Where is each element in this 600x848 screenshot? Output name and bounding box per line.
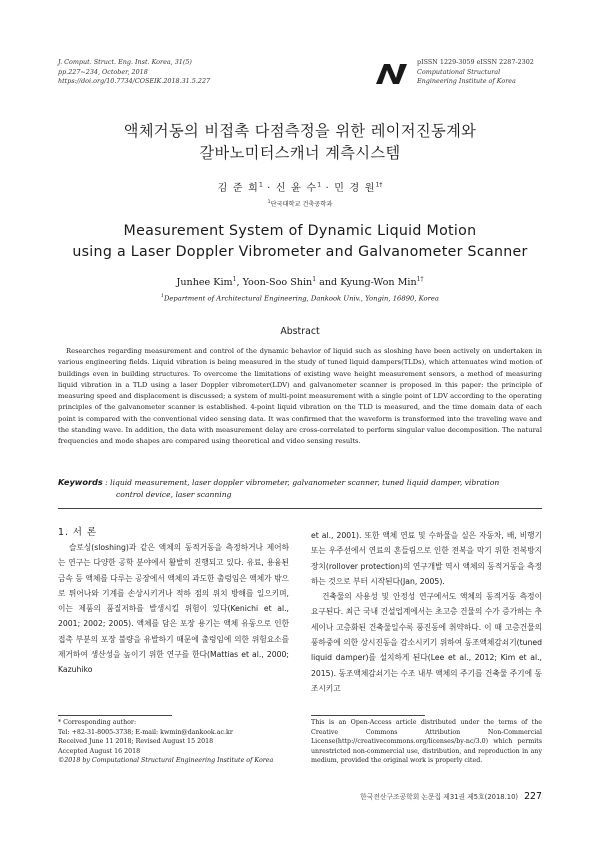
author-en-1-sup: 1 (232, 276, 237, 283)
author-ko-2-sup: 1 (317, 181, 322, 189)
page-footer (300, 791, 542, 802)
institute-line-2: Engineering Institute of Korea (417, 77, 516, 86)
author-ko-sep-2: · (321, 183, 335, 194)
body-column-right (311, 528, 542, 696)
title-en-line-2: using a Laser Doppler Vibrometer and Galvanometer Scanner (72, 244, 528, 260)
author-en-sep-1: , (236, 277, 243, 289)
author-en-2-sup: 1 (312, 276, 317, 283)
right-paragraph-1: et al., 2001). 또한 액체 연료 및 수하물을 실은 자동차, 배, 비행기 또는 우주선에서 연료의 흔들림으로 인한 전복을 막기 위한 전복방지장치(rollover protection)의 연구개발 역시 액체의 동적거동을 측정하는 것으로 부터 시작된다(Jan, 2005). (311, 531, 542, 586)
author-en-1: Junhee Kim (176, 277, 233, 289)
title-en-line-1: Measurement System of Dynamic Liquid Motion (123, 223, 477, 239)
footnote-accepted: Accepted August 16 2018 (58, 747, 141, 755)
paper-title-english (0, 221, 600, 263)
left-paragraph-1: 슬로싱(sloshing)과 같은 액체의 동적거동을 측정하거나 제어하는 연구는 다양한 공학 분야에서 활발히 진행되고 있다. 유료, 용융된 금속 등 액체를 다루는 공장에서 액체의 과도한 출렁임은 액체가 밖으로 튀어나와 기계를 손상시키거나 적하 점의 위치 방해를 일으키며, 이는 제품의 품질저하를 발생시킬 위험이 있다(Kenichi et al., 2001; 2002; 2005). 액체를 담은 포장 용기는 액체 유동으로 인한 접촉 부분의 포장 불량을 유발하기 때문에 출렁임에 의한 위험요소를 제거하여 생산성을 높이기 위한 연구를 한다(Mattias et al., 2000; Kazuhiko (58, 543, 289, 675)
footer-journal: 한국전산구조공학회 논문집 제31권 제5호(2018.10) (360, 793, 519, 801)
author-ko-3-sup: 1† (375, 181, 383, 189)
footnote-received: Received June 11 2018; Revised August 15 2018 (58, 738, 214, 746)
citation-line-1: J. Comput. Struct. Eng. Inst. Korea, 31(5) (58, 58, 192, 66)
author-en-3-sup: 1† (416, 276, 424, 283)
author-en-sep-2: and (316, 277, 341, 289)
journal-issn-block (417, 58, 534, 87)
authors-korean (0, 179, 600, 194)
author-ko-2: 신 윤 수 (275, 183, 318, 194)
author-ko-sep-1: · (262, 183, 276, 194)
footnote-rule-right (311, 715, 425, 716)
author-en-2: Yoon-Soo Shin (242, 277, 313, 289)
keywords-line-2: control device, laser scanning (116, 489, 232, 499)
author-ko-1: 김 준 희 (217, 183, 259, 194)
keywords-block (58, 477, 542, 500)
right-paragraph-2: 건축물의 사용성 및 안정성 연구에서도 액체의 동적거동 측정이 요구된다. 최근 국내 건설업계에서는 초고층 건물의 수가 증가하는 추세이나 고층화된 건축물일수록 풍진동에 취약하다. 이 때 고층건물의 풍하중에 의한 상시진동을 감소시키기 위하여 동조액체감쇠기(tuned liquid damper)를 설치하게 된다(Lee et al., 2012; Kim et al., 2015). 동조액체감쇠기는 수조 내부 액체의 주기를 건축물 주기에 동조시키고 (311, 592, 542, 693)
issn-line: pISSN 1229-3059 eISSN 2287-2302 (417, 58, 534, 66)
journal-citation (58, 58, 210, 87)
paper-title-korean (0, 120, 600, 164)
section-title-introduction: 1. 서 론 (58, 527, 98, 538)
citation-line-2: pp.227~234, October, 2018 (58, 67, 148, 76)
affil-en-text: Department of Architectural Engineering, Dankook Univ., Yongin, 16890, Korea (163, 294, 439, 303)
institute-line-1: Computational Structural (417, 67, 501, 76)
section-divider (58, 508, 542, 509)
journal-logo-icon (376, 62, 408, 84)
footnote-copyright: ©2018 by Computational Structural Engineering Institute of Korea (58, 757, 274, 765)
affil-ko-text: 단국대학교 건축공학과 (270, 201, 333, 208)
footnote-corresponding-author: * Corresponding author: (58, 719, 137, 726)
keywords-colon: : (102, 478, 111, 487)
page-number: 227 (524, 791, 542, 802)
affiliation-korean (0, 199, 600, 208)
body-column-left (58, 540, 289, 678)
title-ko-line-2: 갈바노미터스캐너 계측시스템 (199, 144, 401, 162)
abstract-body: Researches regarding measurement and control of the dynamic behavior of liquid such as sloshing have been actively on undertaken in various engineering fields. Liquid vibration is being measured in the study of tuned liquid dampers(TLDs), which attenuates wind motion of buildings even in building structures. To overcome the limitations of existing wave height measurement sensors, a method of measuring liquid vibration in a TLD using a laser Doppler vibrometer(LDV) and galvanometer scanner is proposed in this paper: the principle of measuring speed and displacement is discussed; a system of multi-point measurement with a single point of LDV according to the operating principles of the galvanometer scanner is established. 4-point liquid vibration on the TLD is measured, and the time domain data of each point is compared with the conventional video sensing data. It was confirmed that the waveform is transformed into the traveling wave and the standing wave. In addition, the data with measurement delay are cross-correlated to perform singular value decomposition. The natural frequencies and mode shapes are compared using theoretical and video sensing results. (58, 347, 542, 446)
author-ko-1-sup: 1 (258, 181, 263, 189)
abstract-heading: Abstract (280, 326, 320, 337)
keywords-label: Keywords (58, 477, 103, 487)
footnote-contact: Tel: +82-31-8005-3738; E-mail: kwmin@dankook.ac.kr (58, 728, 233, 736)
author-en-3: Kyung-Won Min (340, 277, 417, 289)
affil-en-sup: 1 (161, 294, 164, 299)
footnote-license: This is an Open-Access article distributed under the terms of the Creative Commons Attribution Non-Commercial License(http://creativecommons.org/licenses/by-nc/3.0) which permits unrestricted non-commercial use, distribution, and reproduction in any medium, provided the original work is properly cited. (311, 719, 542, 765)
doi-link[interactable]: https://doi.org/10.7734/COSEIK.2018.31.5.227 (58, 77, 211, 86)
footnote-correspondence (58, 718, 289, 766)
affil-ko-sup: 1 (267, 199, 271, 205)
authors-english (0, 276, 600, 288)
title-ko-line-1: 액체거동의 비접촉 다점측정을 위한 레이저진동계와 (123, 122, 477, 140)
footnote-rule-left (58, 715, 172, 716)
author-ko-3: 민 경 원 (334, 183, 376, 194)
affiliation-english (0, 294, 600, 302)
keywords-line-1: liquid measurement, laser doppler vibrometer, galvanometer scanner, tuned liquid damper, vibration (110, 478, 500, 487)
